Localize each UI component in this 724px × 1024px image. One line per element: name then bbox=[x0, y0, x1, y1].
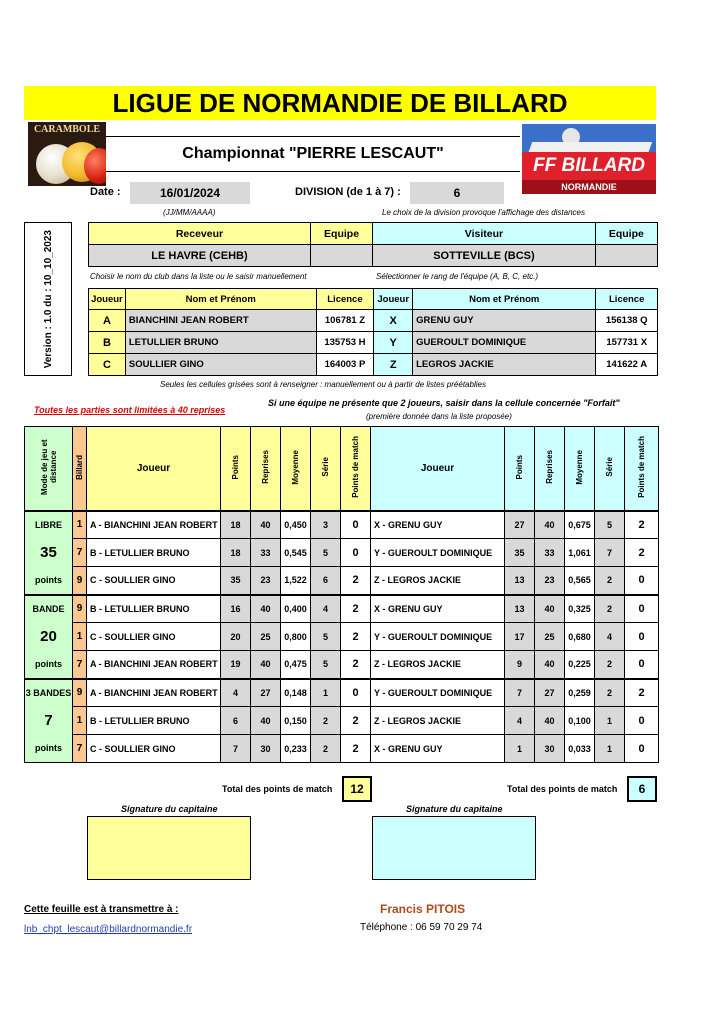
division-hint: Le choix de la division provoque l'affichage des distances bbox=[382, 208, 585, 217]
away-serie[interactable]: 2 bbox=[595, 679, 625, 707]
away-reprises[interactable]: 40 bbox=[535, 651, 565, 679]
ff-billard-logo bbox=[522, 124, 656, 194]
home-moyenne: 0,450 bbox=[281, 511, 311, 539]
home-player-code: C bbox=[89, 354, 126, 376]
home-points[interactable]: 18 bbox=[221, 511, 251, 539]
away-total-value: 6 bbox=[627, 776, 657, 802]
away-moyenne: 0,565 bbox=[565, 567, 595, 595]
away-moyenne: 0,680 bbox=[565, 623, 595, 651]
home-player: C - SOULLIER GINO bbox=[87, 623, 221, 651]
match-row bbox=[25, 623, 659, 651]
normandie-text: NORMANDIE bbox=[522, 180, 656, 194]
away-team-name[interactable]: SOTTEVILLE (BCS) bbox=[373, 245, 596, 267]
home-header: Receveur bbox=[89, 223, 311, 245]
home-hint: Choisir le nom du club dans la liste ou le saisir manuellement bbox=[90, 272, 307, 281]
date-label: Date : bbox=[90, 186, 121, 198]
away-player: Z - LEGROS JACKIE bbox=[371, 567, 505, 595]
home-reprises[interactable]: 40 bbox=[251, 707, 281, 735]
away-player: Y - GUEROULT DOMINIQUE bbox=[371, 539, 505, 567]
match-row bbox=[25, 567, 659, 595]
away-player-code: X bbox=[374, 310, 413, 332]
home-player: A - BIANCHINI JEAN ROBERT bbox=[87, 511, 221, 539]
home-total-label: Total des points de match bbox=[222, 784, 333, 794]
away-reprises-header: Reprises bbox=[545, 450, 554, 485]
home-points[interactable]: 4 bbox=[221, 679, 251, 707]
match-row bbox=[25, 595, 659, 623]
player-row bbox=[89, 354, 658, 376]
away-serie[interactable]: 2 bbox=[595, 595, 625, 623]
away-signature-box[interactable] bbox=[372, 816, 536, 880]
forfait-subnote: (première donnée dans la liste proposée) bbox=[366, 412, 512, 421]
home-player: C - SOULLIER GINO bbox=[87, 567, 221, 595]
away-moyenne: 1,061 bbox=[565, 539, 595, 567]
limit-note: Toutes les parties sont limitées à 40 reprises bbox=[34, 405, 226, 415]
mode-unit: points bbox=[25, 735, 73, 763]
home-player-licence: 106781 Z bbox=[316, 310, 374, 332]
home-points[interactable]: 35 bbox=[221, 567, 251, 595]
away-moyenne: 0,675 bbox=[565, 511, 595, 539]
away-match-points: 0 bbox=[625, 735, 659, 763]
home-reprises[interactable]: 27 bbox=[251, 679, 281, 707]
home-total-value: 12 bbox=[342, 776, 372, 802]
mode-unit: points bbox=[25, 567, 73, 595]
home-reprises[interactable]: 30 bbox=[251, 735, 281, 763]
billard-number[interactable]: 7 bbox=[73, 651, 87, 679]
away-signature-label: Signature du capitaine bbox=[406, 804, 503, 814]
away-points[interactable]: 17 bbox=[505, 623, 535, 651]
home-reprises[interactable]: 23 bbox=[251, 567, 281, 595]
home-player-col: Joueur bbox=[89, 289, 126, 310]
contact-name: Francis PITOIS bbox=[380, 902, 466, 916]
home-moyenne: 0,475 bbox=[281, 651, 311, 679]
home-player-licence: 135753 H bbox=[316, 332, 374, 354]
away-player-licence: 141622 A bbox=[596, 354, 658, 376]
home-serie[interactable]: 5 bbox=[311, 623, 341, 651]
version-text: Version : 1.0 du : 10_10_2023 bbox=[42, 229, 54, 369]
home-player: B - LETULLIER BRUNO bbox=[87, 707, 221, 735]
mode-name: BANDE bbox=[25, 595, 73, 623]
contact-phone: Téléphone : 06 59 70 29 74 bbox=[360, 922, 483, 933]
away-points[interactable]: 1 bbox=[505, 735, 535, 763]
billard-number[interactable]: 7 bbox=[73, 735, 87, 763]
home-serie[interactable]: 1 bbox=[311, 679, 341, 707]
billard-number[interactable]: 9 bbox=[73, 679, 87, 707]
away-serie[interactable]: 7 bbox=[595, 539, 625, 567]
away-serie[interactable]: 4 bbox=[595, 623, 625, 651]
away-serie-header: Série bbox=[605, 457, 614, 478]
away-match-points: 2 bbox=[625, 511, 659, 539]
away-points[interactable]: 27 bbox=[505, 511, 535, 539]
home-moyenne: 0,148 bbox=[281, 679, 311, 707]
home-serie[interactable]: 5 bbox=[311, 539, 341, 567]
home-name-col: Nom et Prénom bbox=[125, 289, 316, 310]
home-serie[interactable]: 6 bbox=[311, 567, 341, 595]
carambole-logo-text: CARAMBOLE bbox=[33, 124, 101, 135]
page-title: LIGUE DE NORMANDIE DE BILLARD bbox=[24, 86, 656, 120]
match-row bbox=[25, 679, 659, 707]
date-field[interactable]: 16/01/2024 bbox=[130, 182, 250, 204]
home-serie[interactable]: 2 bbox=[311, 707, 341, 735]
away-player: Z - LEGROS JACKIE bbox=[371, 707, 505, 735]
away-player: X - GRENU GUY bbox=[371, 595, 505, 623]
away-serie[interactable]: 2 bbox=[595, 651, 625, 679]
home-points[interactable]: 16 bbox=[221, 595, 251, 623]
home-player-code: A bbox=[89, 310, 126, 332]
home-signature-box[interactable] bbox=[87, 816, 251, 880]
transmit-label: Cette feuille est à transmettre à : bbox=[24, 904, 179, 915]
away-reprises[interactable]: 30 bbox=[535, 735, 565, 763]
home-serie[interactable]: 3 bbox=[311, 511, 341, 539]
away-team-header: Equipe bbox=[595, 223, 657, 245]
away-moyenne-header: Moyenne bbox=[575, 449, 584, 485]
mode-distance: 35 bbox=[25, 539, 73, 567]
carambole-logo bbox=[28, 122, 106, 186]
home-serie[interactable]: 5 bbox=[311, 651, 341, 679]
away-player-licence: 157731 X bbox=[596, 332, 658, 354]
home-match-points: 2 bbox=[341, 651, 371, 679]
billard-number[interactable]: 7 bbox=[73, 539, 87, 567]
home-serie[interactable]: 2 bbox=[311, 735, 341, 763]
match-row bbox=[25, 735, 659, 763]
home-team-name[interactable]: LE HAVRE (CEHB) bbox=[89, 245, 311, 267]
teams-table bbox=[88, 222, 658, 267]
mode-unit: points bbox=[25, 651, 73, 679]
home-moyenne: 0,800 bbox=[281, 623, 311, 651]
away-points[interactable]: 7 bbox=[505, 679, 535, 707]
away-match-points: 0 bbox=[625, 567, 659, 595]
mode-header: Mode de jeu et distance bbox=[39, 439, 58, 496]
away-serie[interactable]: 1 bbox=[595, 735, 625, 763]
home-team-header: Equipe bbox=[310, 223, 372, 245]
away-player-code: Y bbox=[374, 332, 413, 354]
away-moyenne: 0,033 bbox=[565, 735, 595, 763]
home-reprises[interactable]: 40 bbox=[251, 651, 281, 679]
version-box bbox=[24, 222, 72, 376]
away-serie[interactable]: 1 bbox=[595, 707, 625, 735]
away-match-points: 0 bbox=[625, 595, 659, 623]
home-moyenne: 0,400 bbox=[281, 595, 311, 623]
home-pm-header: Points de match bbox=[351, 436, 360, 499]
billard-number[interactable]: 1 bbox=[73, 623, 87, 651]
away-player-code: Z bbox=[374, 354, 413, 376]
match-row bbox=[25, 539, 659, 567]
championship-title: Championnat "PIERRE LESCAUT" bbox=[106, 136, 520, 172]
home-points[interactable]: 18 bbox=[221, 539, 251, 567]
home-points-header: Points bbox=[231, 455, 240, 480]
home-player-name[interactable]: LETULLIER BRUNO bbox=[125, 332, 316, 354]
match-row bbox=[25, 651, 659, 679]
home-reprises[interactable]: 40 bbox=[251, 511, 281, 539]
away-reprises[interactable]: 33 bbox=[535, 539, 565, 567]
away-total-label: Total des points de match bbox=[507, 784, 618, 794]
home-player-name[interactable]: SOULLIER GINO bbox=[125, 354, 316, 376]
away-name-col: Nom et Prénom bbox=[413, 289, 596, 310]
away-points[interactable]: 13 bbox=[505, 595, 535, 623]
home-reprises[interactable]: 25 bbox=[251, 623, 281, 651]
home-moyenne: 1,522 bbox=[281, 567, 311, 595]
home-match-points: 0 bbox=[341, 679, 371, 707]
home-moyenne: 0,150 bbox=[281, 707, 311, 735]
home-match-points: 2 bbox=[341, 735, 371, 763]
away-reprises[interactable]: 40 bbox=[535, 511, 565, 539]
away-match-points: 0 bbox=[625, 623, 659, 651]
home-match-points: 2 bbox=[341, 623, 371, 651]
mode-name: LIBRE bbox=[25, 511, 73, 539]
away-player-licence: 156138 Q bbox=[596, 310, 658, 332]
home-serie[interactable]: 4 bbox=[311, 595, 341, 623]
home-player: A - BIANCHINI JEAN ROBERT bbox=[87, 651, 221, 679]
away-match-points: 2 bbox=[625, 679, 659, 707]
home-points[interactable]: 7 bbox=[221, 735, 251, 763]
away-match-points: 0 bbox=[625, 707, 659, 735]
division-label: DIVISION (de 1 à 7) : bbox=[295, 186, 401, 198]
players-table bbox=[88, 288, 658, 376]
home-player: A - BIANCHINI JEAN ROBERT bbox=[87, 679, 221, 707]
home-match-points: 2 bbox=[341, 707, 371, 735]
home-moyenne: 0,233 bbox=[281, 735, 311, 763]
away-hint: Sélectionner le rang de l'équipe (A, B, C, etc.) bbox=[376, 272, 539, 281]
away-player: Z - LEGROS JACKIE bbox=[371, 651, 505, 679]
away-player: Y - GUEROULT DOMINIQUE bbox=[371, 623, 505, 651]
billard-number[interactable]: 9 bbox=[73, 567, 87, 595]
division-field[interactable]: 6 bbox=[410, 182, 504, 204]
away-reprises[interactable]: 25 bbox=[535, 623, 565, 651]
away-joueur-header: Joueur bbox=[371, 427, 505, 511]
away-player: X - GRENU GUY bbox=[371, 735, 505, 763]
home-match-points: 0 bbox=[341, 511, 371, 539]
home-moyenne: 0,545 bbox=[281, 539, 311, 567]
home-licence-col: Licence bbox=[316, 289, 374, 310]
home-player-licence: 164003 P bbox=[316, 354, 374, 376]
home-serie-header: Série bbox=[321, 457, 330, 478]
away-reprises[interactable]: 40 bbox=[535, 707, 565, 735]
match-row bbox=[25, 511, 659, 539]
mode-distance: 7 bbox=[25, 707, 73, 735]
away-moyenne: 0,259 bbox=[565, 679, 595, 707]
home-signature-label: Signature du capitaine bbox=[121, 804, 218, 814]
away-match-points: 2 bbox=[625, 539, 659, 567]
away-player-name[interactable]: GRENU GUY bbox=[413, 310, 596, 332]
contact-email-link[interactable]: lnb_chpt_lescaut@billardnormandie.fr bbox=[24, 924, 193, 935]
away-reprises[interactable]: 40 bbox=[535, 595, 565, 623]
home-match-points: 0 bbox=[341, 539, 371, 567]
away-points[interactable]: 35 bbox=[505, 539, 535, 567]
match-row bbox=[25, 707, 659, 735]
away-pm-header: Points de match bbox=[637, 436, 646, 499]
away-points[interactable]: 13 bbox=[505, 567, 535, 595]
away-match-points: 0 bbox=[625, 651, 659, 679]
home-reprises-header: Reprises bbox=[261, 450, 270, 485]
away-player: X - GRENU GUY bbox=[371, 511, 505, 539]
home-reprises[interactable]: 40 bbox=[251, 595, 281, 623]
away-serie[interactable]: 5 bbox=[595, 511, 625, 539]
home-team-rank[interactable] bbox=[310, 245, 372, 267]
billard-header: Billard bbox=[75, 454, 84, 480]
away-moyenne: 0,325 bbox=[565, 595, 595, 623]
away-moyenne: 0,225 bbox=[565, 651, 595, 679]
home-player: C - SOULLIER GINO bbox=[87, 735, 221, 763]
away-licence-col: Licence bbox=[596, 289, 658, 310]
ff-billard-text: FF BILLARD bbox=[522, 152, 656, 180]
player-row bbox=[89, 310, 658, 332]
away-points[interactable]: 9 bbox=[505, 651, 535, 679]
away-team-rank[interactable] bbox=[595, 245, 657, 267]
home-points[interactable]: 19 bbox=[221, 651, 251, 679]
home-joueur-header: Joueur bbox=[87, 427, 221, 511]
date-hint: (JJ/MM/AAAA) bbox=[163, 208, 216, 217]
matches-table bbox=[24, 426, 659, 763]
billard-number[interactable]: 1 bbox=[73, 707, 87, 735]
home-player-code: B bbox=[89, 332, 126, 354]
billard-number[interactable]: 1 bbox=[73, 511, 87, 539]
home-points[interactable]: 20 bbox=[221, 623, 251, 651]
away-player-name[interactable]: GUEROULT DOMINIQUE bbox=[413, 332, 596, 354]
away-serie[interactable]: 2 bbox=[595, 567, 625, 595]
home-points[interactable]: 6 bbox=[221, 707, 251, 735]
mode-name: 3 BANDES bbox=[25, 679, 73, 707]
player-row bbox=[89, 332, 658, 354]
home-match-points: 2 bbox=[341, 567, 371, 595]
home-match-points: 2 bbox=[341, 595, 371, 623]
away-points[interactable]: 4 bbox=[505, 707, 535, 735]
home-moyenne-header: Moyenne bbox=[291, 449, 300, 485]
away-header: Visiteur bbox=[373, 223, 596, 245]
away-reprises[interactable]: 27 bbox=[535, 679, 565, 707]
away-reprises[interactable]: 23 bbox=[535, 567, 565, 595]
grey-cells-note: Seules les cellules grisées sont à renseigner : manuellement ou à partir de listes préétablies bbox=[160, 380, 486, 389]
away-player-col: Joueur bbox=[374, 289, 413, 310]
home-player-name[interactable]: BIANCHINI JEAN ROBERT bbox=[125, 310, 316, 332]
away-player: Y - GUEROULT DOMINIQUE bbox=[371, 679, 505, 707]
home-player: B - LETULLIER BRUNO bbox=[87, 539, 221, 567]
billard-number[interactable]: 9 bbox=[73, 595, 87, 623]
away-player-name[interactable]: LEGROS JACKIE bbox=[413, 354, 596, 376]
home-reprises[interactable]: 33 bbox=[251, 539, 281, 567]
away-moyenne: 0,100 bbox=[565, 707, 595, 735]
home-player: B - LETULLIER BRUNO bbox=[87, 595, 221, 623]
mode-distance: 20 bbox=[25, 623, 73, 651]
forfait-note: Si une équipe ne présente que 2 joueurs, saisir dans la cellule concernée "Forfait" bbox=[268, 398, 620, 408]
away-points-header: Points bbox=[515, 455, 524, 480]
